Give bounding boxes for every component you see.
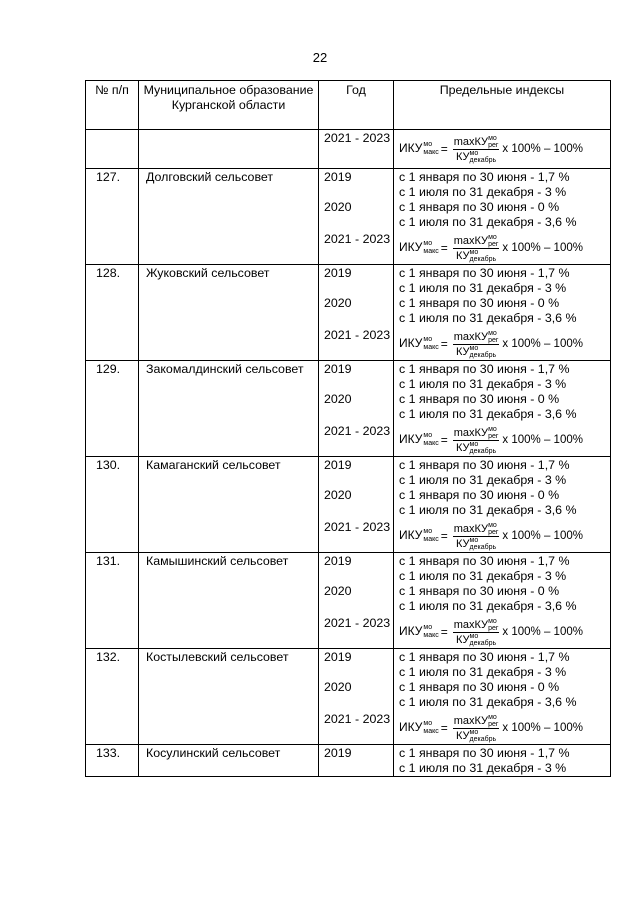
index-line: с 1 июля по 31 декабря - 3,6 % [399,215,577,229]
index-line: с 1 января по 30 июня - 1,7 % [399,266,570,280]
index-line: с 1 июля по 31 декабря - 3 % [399,473,567,487]
spacer [324,407,393,424]
cell-index [394,553,611,649]
formula-multiplier: x 100% – 100% [502,529,583,542]
index-line: с 1 января по 30 июня - 0 % [399,392,560,406]
cell-municipality: Жуковский сельсовет [139,265,319,361]
cell-municipality: Косулинский сельсовет [139,745,319,777]
formula-denominator: КУ мо декабрь [455,344,497,359]
index-line: с 1 июля по 31 декабря - 3 % [399,281,567,295]
table-row [86,745,611,777]
cell-num [86,130,139,169]
formula-denominator: КУ мо декабрь [455,728,497,743]
year-label: 2020 [324,392,352,406]
index-line: с 1 июля по 31 декабря - 3 % [399,569,567,583]
year-label: 2020 [324,488,352,502]
index-line: с 1 января по 30 июня - 0 % [399,584,560,598]
year-label: 2021 - 2023 [324,616,391,630]
index-line: с 1 января по 30 июня - 1,7 % [399,362,570,376]
index-line: с 1 июля по 31 декабря - 3 % [399,377,567,391]
cell-municipality: Костылевский сельсовет [139,649,319,745]
formula-equals: = [440,432,448,447]
header-year: Год [319,81,394,130]
cell-index [394,649,611,745]
year-label: 2020 [324,296,352,310]
cell-index [394,745,611,777]
index-line: с 1 января по 30 июня - 1,7 % [399,170,570,184]
spacer [324,281,393,296]
index-formula [399,520,610,552]
index-line: с 1 июля по 31 декабря - 3,6 % [399,695,577,709]
cell-years [319,553,394,649]
cell-num: 128. [86,265,139,361]
formula-denominator: КУ мо декабрь [455,149,497,164]
index-line: с 1 июля по 31 декабря - 3 % [399,185,567,199]
cell-index [394,361,611,457]
formula-lhs: ИКУ мо макс [399,336,439,351]
cell-years [319,169,394,265]
spacer [324,311,393,328]
year-label: 2019 [324,170,352,184]
formula-denominator: КУ мо декабрь [455,632,497,647]
cell-years [319,649,394,745]
formula-denominator: КУ мо декабрь [455,440,497,455]
spacer [324,695,393,712]
cell-municipality: Закомалдинский сельсовет [139,361,319,457]
year-label: 2020 [324,680,352,694]
formula-lhs: ИКУ мо макс [399,720,439,735]
formula-fraction [453,522,500,551]
index-line: с 1 июля по 31 декабря - 3,6 % [399,503,577,517]
formula-multiplier: x 100% – 100% [502,241,583,254]
index-line: с 1 января по 30 июня - 1,7 % [399,650,570,664]
header-num: № п/п [86,81,139,130]
index-formula [399,712,610,744]
formula-numerator: maxКУ мо рег [453,617,499,632]
year-label: 2020 [324,200,352,214]
index-line: с 1 января по 30 июня - 0 % [399,296,560,310]
formula-equals: = [440,141,448,156]
header-index: Предельные индексы [394,81,611,130]
table-row [86,649,611,745]
spacer [324,185,393,200]
header-municipality: Муниципальное образование Курганской области [139,81,319,130]
cell-num: 127. [86,169,139,265]
index-formula [399,328,610,360]
formula-lhs: ИКУ мо макс [399,432,439,447]
index-line: с 1 июля по 31 декабря - 3 % [399,761,567,775]
year-label: 2019 [324,362,352,376]
formula-fraction [453,135,500,164]
formula-lhs: ИКУ мо макс [399,624,439,639]
cell-num: 131. [86,553,139,649]
formula-multiplier: x 100% – 100% [502,625,583,638]
cell-years [319,265,394,361]
year-label: 2020 [324,584,352,598]
year-label: 2021 - 2023 [324,520,391,534]
formula-lhs: ИКУ мо макс [399,240,439,255]
formula-equals: = [440,336,448,351]
table-header-row [86,81,611,130]
spacer [324,665,393,680]
formula-numerator: maxКУ мо рег [453,134,499,149]
table-row [86,169,611,265]
cell-name [139,130,319,169]
cell-municipality: Камышинский сельсовет [139,553,319,649]
cell-index [394,169,611,265]
formula-multiplier: x 100% – 100% [502,337,583,350]
spacer [324,377,393,392]
cell-years [319,361,394,457]
formula-fraction [453,330,500,359]
formula-numerator: maxКУ мо рег [453,233,499,248]
cell-num: 132. [86,649,139,745]
index-line: с 1 января по 30 июня - 0 % [399,680,560,694]
index-line: с 1 января по 30 июня - 0 % [399,200,560,214]
formula-denominator: КУ мо декабрь [455,248,497,263]
formula-numerator: maxКУ мо рег [453,329,499,344]
cell-num: 130. [86,457,139,553]
year-label: 2019 [324,554,352,568]
spacer [324,215,393,232]
cell-num: 129. [86,361,139,457]
formula-equals: = [440,528,448,543]
spacer [324,599,393,616]
spacer [324,503,393,520]
formula-numerator: maxКУ мо рег [453,713,499,728]
formula-fraction [453,618,500,647]
formula-equals: = [440,720,448,735]
formula-equals: = [440,624,448,639]
spacer [324,473,393,488]
table-row [86,457,611,553]
cell-index [394,130,611,169]
tariff-index-table [85,80,611,777]
table-row [86,265,611,361]
cell-years [319,457,394,553]
year-label: 2019 [324,458,352,472]
index-formula [399,616,610,648]
table-row-continued [86,130,611,169]
index-line: с 1 января по 30 июня - 1,7 % [399,554,570,568]
formula-multiplier: x 100% – 100% [502,142,583,155]
formula-fraction [453,426,500,455]
cell-years [319,745,394,777]
formula-equals: = [440,240,448,255]
cell-years: 2021 - 2023 [319,130,394,169]
formula-denominator: КУ мо декабрь [455,536,497,551]
table-row [86,553,611,649]
index-line: с 1 июля по 31 декабря - 3,6 % [399,311,577,325]
spacer [324,569,393,584]
year-label: 2021 - 2023 [324,328,391,342]
formula-lhs: ИКУ мо макс [399,141,439,156]
index-line: с 1 июля по 31 декабря - 3,6 % [399,599,577,613]
index-formula [399,133,610,165]
year-label: 2021 - 2023 [324,712,391,726]
formula-numerator: maxКУ мо рег [453,521,499,536]
cell-num: 133. [86,745,139,777]
formula-lhs: ИКУ мо макс [399,528,439,543]
index-formula [399,424,610,456]
year-label: 2019 [324,746,352,760]
formula-fraction [453,234,500,263]
index-line: с 1 января по 30 июня - 0 % [399,488,560,502]
year-label: 2019 [324,266,352,280]
year-label: 2021 - 2023 [324,232,391,246]
index-line: с 1 января по 30 июня - 1,7 % [399,458,570,472]
cell-municipality: Долговский сельсовет [139,169,319,265]
index-line: с 1 января по 30 июня - 1,7 % [399,746,570,760]
formula-multiplier: x 100% – 100% [502,433,583,446]
index-line: с 1 июля по 31 декабря - 3 % [399,665,567,679]
index-formula [399,232,610,264]
cell-municipality: Камаганский сельсовет [139,457,319,553]
index-line: с 1 июля по 31 декабря - 3,6 % [399,407,577,421]
page-number: 22 [312,50,328,65]
year-label: 2021 - 2023 [324,424,391,438]
formula-multiplier: x 100% – 100% [502,721,583,734]
table-row [86,361,611,457]
cell-index [394,265,611,361]
formula-fraction [453,714,500,743]
cell-index [394,457,611,553]
formula-numerator: maxКУ мо рег [453,425,499,440]
year-label: 2019 [324,650,352,664]
